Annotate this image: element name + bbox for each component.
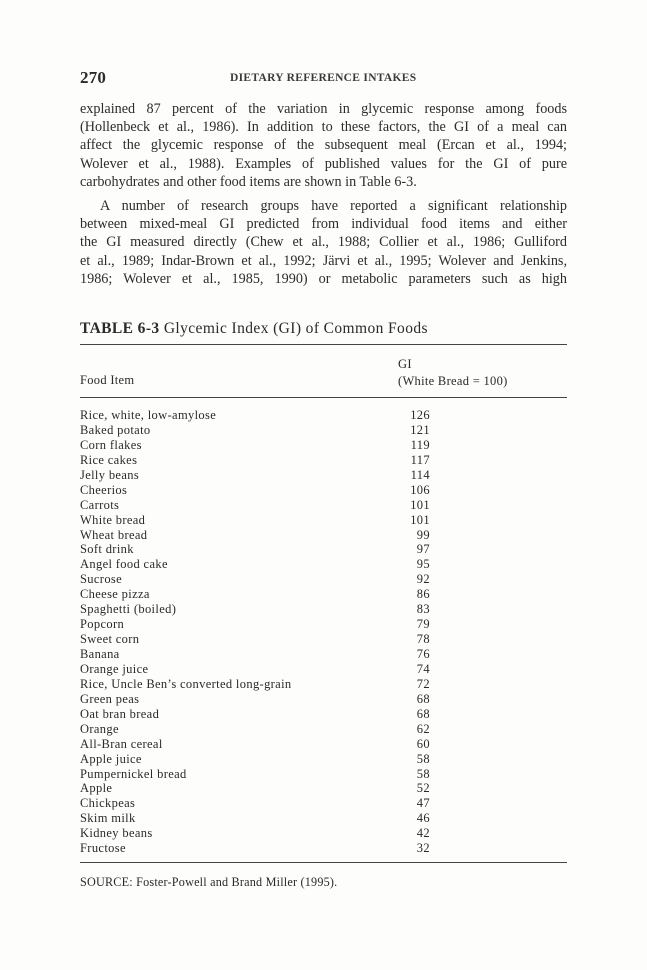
text-line: explained 87 percent of the variation in glycemic response among foods [80,101,567,117]
gi-value-cell: 52 [416,781,430,796]
table-header-rule [80,397,567,398]
text-line: (Hollenbeck et al., 1986). In addition to these factors, the GI of a meal can [80,119,567,136]
gi-table [80,320,567,890]
table-row [80,811,567,826]
table-header [80,345,567,397]
gi-value-cell: 106 [410,482,430,497]
food-item-cell: Jelly beans [80,467,140,482]
page-number: 270 [80,68,107,87]
table-row [80,423,567,438]
gi-value-cell: 79 [416,617,430,632]
food-item-cell: Pumpernickel bread [80,766,187,781]
table-label: TABLE 6-3 [80,320,160,337]
table-row [80,438,567,453]
food-item-cell: Angel food cake [80,557,168,572]
paragraph-1 [80,100,567,191]
food-item-cell: Kidney beans [80,826,153,841]
food-item-cell: Rice, Uncle Ben’s converted long-grain [80,676,292,691]
column-header-food: Food Item [80,373,135,387]
food-item-cell: Corn flakes [80,437,142,452]
gi-value-cell: 78 [416,632,430,647]
running-title: DIETARY REFERENCE INTAKES [230,72,417,84]
text-line: the GI measured directly (Chew et al., 1988; Collier et al., 1986; Gulliford [80,234,567,251]
gi-value-cell: 117 [410,452,430,467]
food-item-cell: Popcorn [80,617,125,632]
table-caption: Glycemic Index (GI) of Common Foods [163,320,428,337]
food-item-cell: Orange juice [80,661,149,676]
food-item-cell: Baked potato [80,422,151,437]
food-item-cell: Apple [80,781,113,796]
food-item-cell: Cheese pizza [80,587,150,602]
food-item-cell: Sucrose [80,572,123,587]
table-title [80,320,567,342]
table-row [80,572,567,587]
gi-value-cell: 42 [416,826,430,841]
gi-value-cell: 101 [410,512,430,527]
gi-value-cell: 68 [416,691,430,706]
table-row [80,796,567,811]
text-line: et al., 1989; Indar-Brown et al., 1992; Järvi et al., 1995; Wolever and Jenkins, [80,252,567,269]
gi-value-cell: 72 [416,676,430,691]
table-row [80,826,567,841]
gi-value-cell: 68 [416,706,430,721]
gi-value-cell: 101 [410,497,430,512]
gi-value-cell: 114 [410,467,430,482]
food-item-cell: White bread [80,512,146,527]
food-item-cell: Sweet corn [80,632,140,647]
table-row [80,498,567,513]
food-item-cell: Carrots [80,497,120,512]
table-body [80,408,567,856]
gi-value-cell: 86 [416,587,430,602]
table-row [80,587,567,602]
gi-value-cell: 32 [416,841,430,856]
food-item-cell: Wheat bread [80,527,148,542]
column-header-gi-line2: (White Bread = 100) [398,374,508,388]
food-item-cell: Chickpeas [80,796,136,811]
text-line: between mixed-meal GI predicted from individual food items and either [80,216,567,233]
food-item-cell: Banana [80,647,120,661]
food-item-cell: Orange [80,721,119,736]
text-line: carbohydrates and other food items are shown in Table 6-3. [80,173,417,190]
gi-value-cell: 92 [416,572,430,587]
food-item-cell: All-Bran cereal [80,736,163,751]
gi-value-cell: 83 [416,602,430,617]
gi-value-cell: 58 [416,766,430,781]
food-item-cell: Apple juice [80,751,142,766]
table-row [80,453,567,468]
gi-value-cell: 121 [410,422,430,437]
table-row [80,468,567,483]
food-item-cell: Spaghetti (boiled) [80,602,177,617]
gi-value-cell: 95 [416,557,430,572]
text-line: affect the glycemic response of the subsequent meal (Ercan et al., 1994; [80,137,567,154]
table-row [80,677,567,692]
food-item-cell: Oat bran bread [80,706,160,721]
table-row [80,617,567,632]
table-row [80,602,567,617]
table-row [80,767,567,782]
food-item-cell: Rice, white, low-amylose [80,408,217,422]
paragraph-2 [80,197,567,288]
table-source-note: SOURCE: Foster-Powell and Brand Miller (1995). [80,875,338,890]
table-row [80,752,567,767]
gi-value-cell: 47 [416,796,430,811]
table-row [80,632,567,647]
food-item-cell: Soft drink [80,542,134,557]
text-line: A number of research groups have reported a significant relationship [100,198,567,214]
gi-value-cell: 58 [416,751,430,766]
table-row [80,647,567,662]
gi-value-cell: 126 [410,408,430,422]
table-row [80,513,567,528]
table-row [80,483,567,498]
gi-value-cell: 46 [416,811,430,826]
text-line: Wolever et al., 1988). Examples of published values for the GI of pure [80,155,567,172]
table-row [80,781,567,796]
column-header-gi [398,356,508,390]
gi-value-cell: 97 [416,542,430,557]
table-row [80,722,567,737]
food-item-cell: Cheerios [80,482,128,497]
table-row [80,408,567,423]
food-item-cell: Fructose [80,841,126,856]
table-row [80,528,567,543]
gi-value-cell: 74 [416,661,430,676]
table-bottom-rule [80,862,567,863]
table-row [80,557,567,572]
table-row [80,692,567,707]
gi-value-cell: 119 [410,437,430,452]
gi-value-cell: 76 [416,647,430,661]
table-row [80,707,567,722]
column-header-gi-line1: GI [398,357,412,371]
table-row [80,737,567,752]
text-line: 1986; Wolever et al., 1985, 1990) or metabolic parameters such as high [80,270,567,287]
gi-value-cell: 60 [416,736,430,751]
table-row [80,542,567,557]
food-item-cell: Rice cakes [80,452,138,467]
food-item-cell: Green peas [80,691,140,706]
running-head [80,68,568,88]
table-row [80,841,567,856]
gi-value-cell: 62 [416,721,430,736]
table-row [80,662,567,677]
food-item-cell: Skim milk [80,811,136,826]
gi-value-cell: 99 [416,527,430,542]
